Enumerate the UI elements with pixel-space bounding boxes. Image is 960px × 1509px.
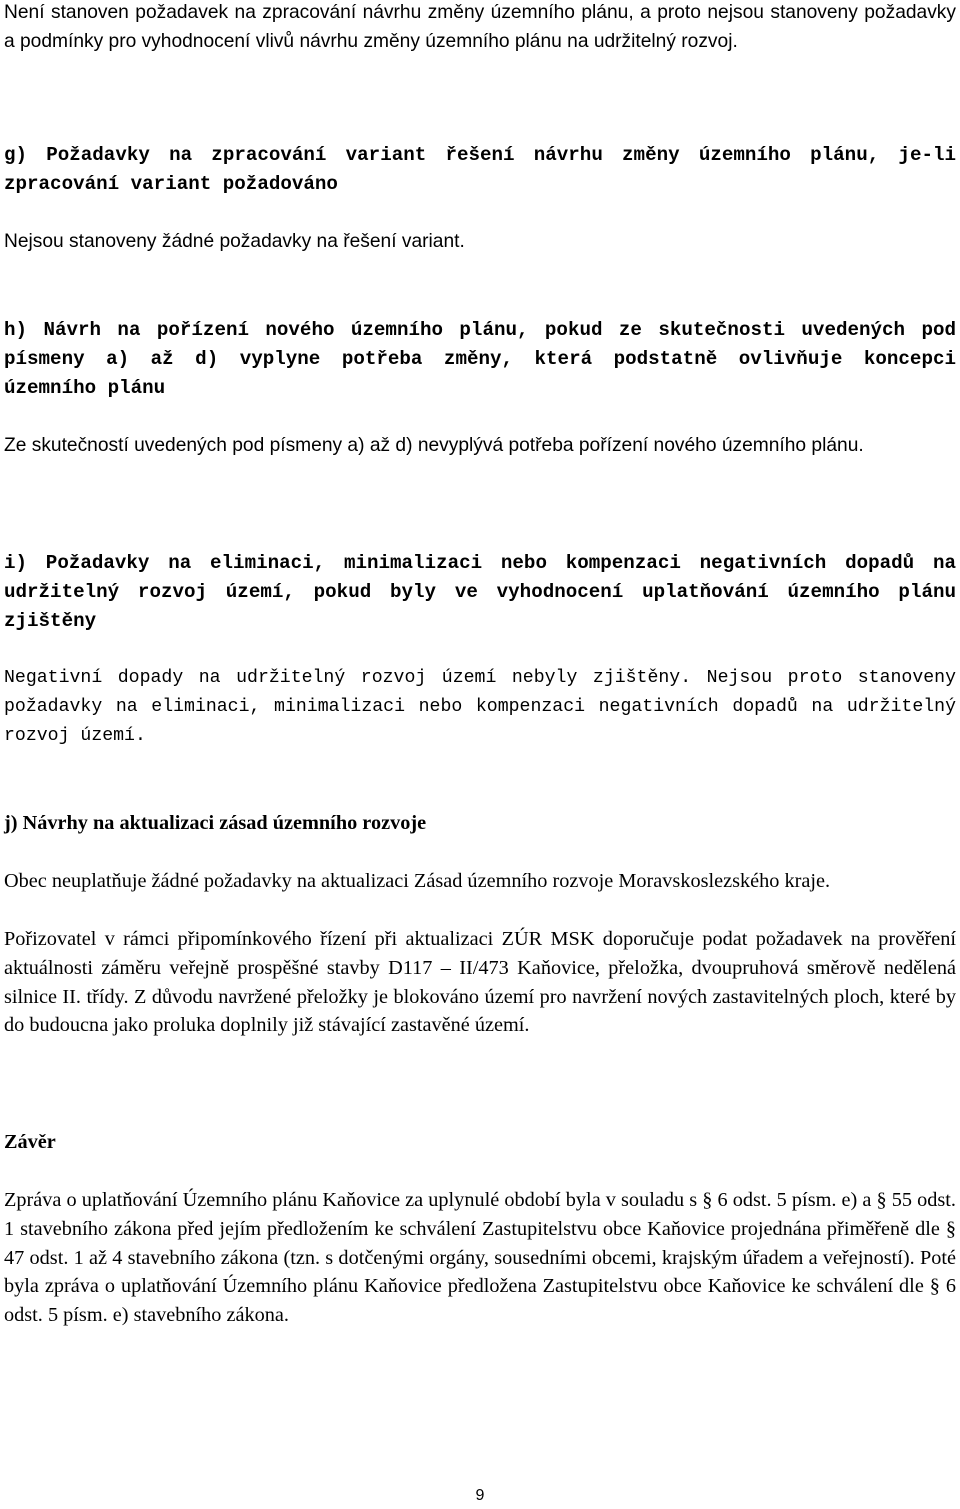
section-h-heading: h) Návrh na pořízení nového územního plánu, pokud ze skutečnosti uvedených pod písmeny a) až d) vyplyne potřeba změny, která podstatně ovlivňuje koncepci územního plánu [4,319,956,399]
section-h-body: Ze skutečností uvedených pod písmeny a) až d) nevyplývá potřeba pořízení nového územního plánu. [4,435,864,456]
section-j-body-1: Obec neuplatňuje žádné požadavky na aktualizaci Zásad územního rozvoje Moravskoslezského kraje. [4,870,831,892]
section-i-body: Negativní dopady na udržitelný rozvoj území nebyly zjištěny. Nejsou proto stanoveny požadavky na eliminaci, minimalizaci nebo kompenzaci negativních dopadů na udržitelný rozvoj území. [4,668,956,746]
conclusion-body: Zpráva o uplatňování Územního plánu Kaňovice za uplynulé období byla v souladu s § 6 odst. 5 písm. e) a § 55 odst. 1 stavebního zákona před jejím předložením ke schválení Zastupitelstvu obce Kaňovice projednána přiměřeně dle § 47 odst. 1 až 4 stavebního zákona (tzn. s dotčenými orgány, sousedními obcemi, krajským úřadem a veřejností). Poté byla zpráva o uplatňování Územního plánu Kaňovice předložena Zastupitelstvu obce Kaňovice ke schválení dle § 6 odst. 5 písm. e) stavebního zákona. [4,1189,956,1327]
intro-paragraph: Není stanoven požadavek na zpracování návrhu změny územního plánu, a proto nejsou stanoveny požadavky a podmínky pro vyhodnocení vlivů návrhu změny územního plánu na udržitelný rozvoj. [4,2,956,52]
section-g-heading: g) Požadavky na zpracování variant řešení návrhu změny územního plánu, je-li zpracování variant požadováno [4,144,956,195]
section-j-heading: j) Návrhy na aktualizaci zásad územního rozvoje [4,812,427,834]
section-i-heading: i) Požadavky na eliminaci, minimalizaci nebo kompenzaci negativních dopadů na udržitelný rozvoj území, pokud byly ve vyhodnocení uplatňování územního plánu zjištěny [4,552,956,632]
page-number: 9 [475,1487,485,1504]
section-g-body: Nejsou stanoveny žádné požadavky na řešení variant. [4,231,465,252]
conclusion-heading: Závěr [4,1131,56,1153]
section-j-body-2: Pořizovatel v rámci připomínkového řízení při aktualizaci ZÚR MSK doporučuje podat požadavek na prověření aktuálnosti záměru veřejně prospěšné stavby D117 – II/473 Kaňovice, přeložka, dvoupruhová směrově nedělená silnice II. třídy. Z důvodu navržené přeložky je blokováno území pro navržení nových zastavitelných ploch, které by do budoucna jako proluka doplnily již stávající zastavěné území. [4,928,956,1037]
